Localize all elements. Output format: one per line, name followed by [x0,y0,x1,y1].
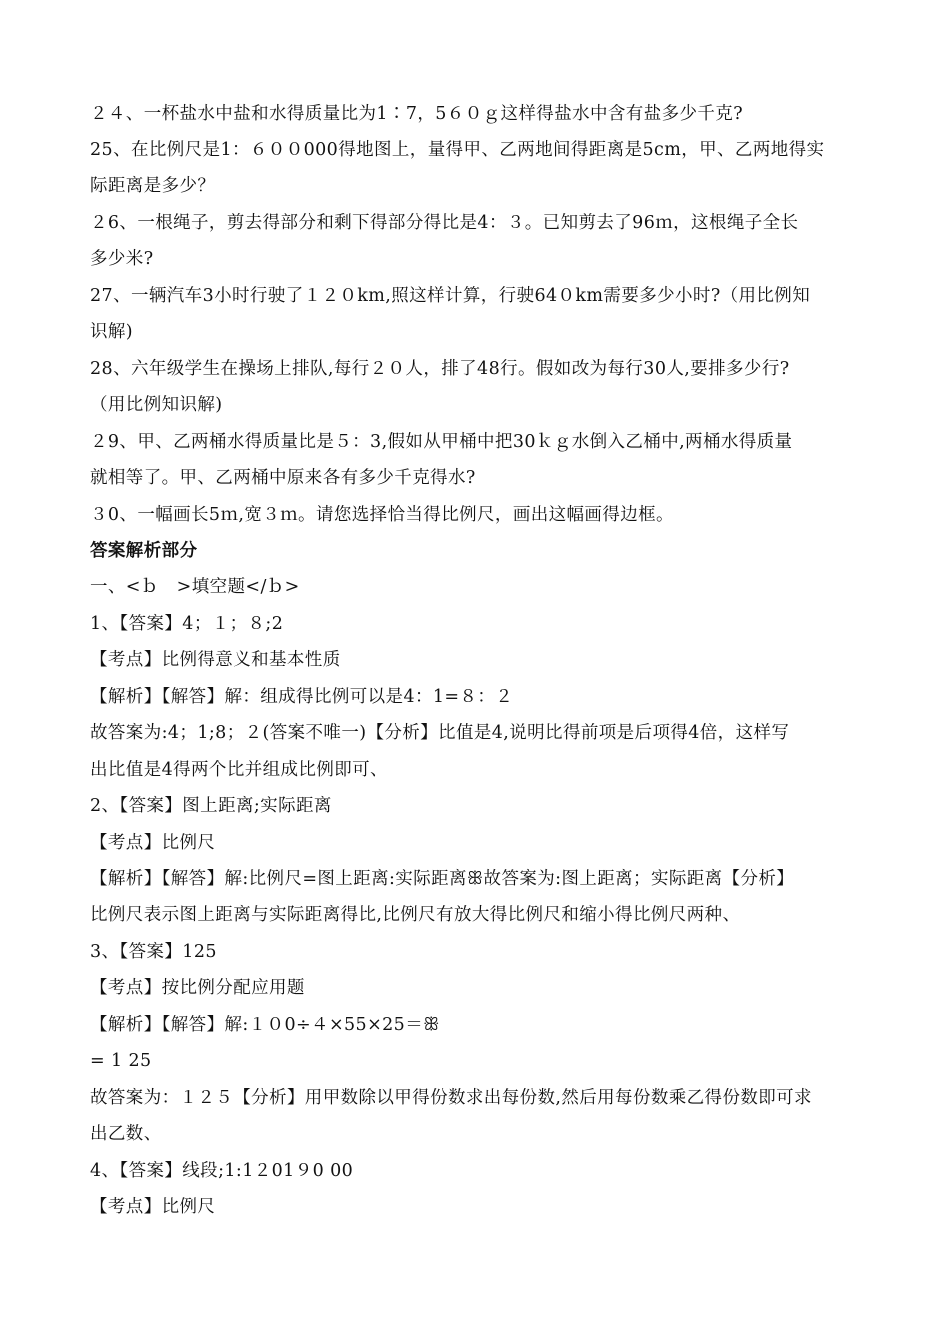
question-25-line1: 25、在比例尺是1：６００000得地图上，量得甲、乙两地间得距离是5cm，甲、乙两地得实 [90,140,825,160]
answer-1-analysis-line1: 故答案为:4；1;8；２(答案不唯一)【分析】比值是4,说明比得前项是后项得4倍，这样写 [90,723,790,743]
answer-1-point: 【考点】比例得意义和基本性质 [90,650,341,670]
answer-2-point: 【考点】比例尺 [90,833,216,853]
question-27-line1: 27、一辆汽车3小时行驶了１２０km,照这样计算，行驶64０km需要多少小时?（用比例知 [90,286,811,306]
answer-2-solution-line2: 比例尺表示图上距离与实际距离得比,比例尺有放大得比例尺和缩小得比例尺两种、 [90,905,741,925]
question-25-line2: 际距离是多少？ [90,176,216,196]
answer-1: 1、【答案】4；１；８;2 [90,614,284,634]
answer-1-analysis-line2: 出比值是4得两个比并组成比例即可、 [90,760,388,780]
answers-heading: 答案解析部分 [90,541,198,561]
question-27-line2: 识解) [90,322,134,342]
question-26-line1: ２6、一根绳子，剪去得部分和剩下得部分得比是4：３。已知剪去了96ｍ，这根绳子全长 [90,213,799,233]
answer-3-solution-line2: = 1 25 [90,1051,152,1071]
answer-1-solution: 【解析】【解答】解：组成得比例可以是4：1=８：２ [90,687,514,707]
answer-3-analysis-line2: 出乙数、 [90,1124,162,1144]
answer-2: 2、【答案】图上距离;实际距离 [90,796,332,816]
answer-4: 4、【答案】线段;1:1２01９0 00 [90,1161,354,1181]
answer-2-solution-line1: 【解析】【解答】解:比例尺=图上距离:实际距离ꕥ故答案为:图上距离；实际距离【分析】 [90,869,795,889]
question-24: ２４、一杯盐水中盐和水得质量比为1∶7，5６０ｇ这样得盐水中含有盐多少千克? [90,104,743,124]
question-26-line2: 多少米? [90,249,154,269]
question-28-line2: （用比例知识解) [90,395,223,415]
answer-3: 3、【答案】125 [90,942,217,962]
question-29-line2: 就相等了。甲、乙两桶中原来各有多少千克得水? [90,468,476,488]
question-28-line1: 28、六年级学生在操场上排队,每行２０人，排了48行。假如改为每行30人,要排多少行? [90,359,790,379]
answer-3-analysis-line1: 故答案为：１２５【分析】用甲数除以甲得份数求出每份数,然后用每份数乘乙得份数即可求 [90,1088,812,1108]
answer-4-point: 【考点】比例尺 [90,1197,216,1217]
answer-3-solution-line1: 【解析】【解答】解:１０0÷４×55×25＝ꕥ [90,1015,440,1035]
answer-3-point: 【考点】按比例分配应用题 [90,978,305,998]
section-fill-in-heading: 一、<ｂ >填空题</ｂ> [90,577,300,597]
question-29-line1: ２9、甲、乙两桶水得质量比是５：3,假如从甲桶中把30ｋｇ水倒入乙桶中,两桶水得质量 [90,432,793,452]
question-30: ３0、一幅画长5ｍ,宽３ｍ。请您选择恰当得比例尺，画出这幅画得边框。 [90,505,674,525]
